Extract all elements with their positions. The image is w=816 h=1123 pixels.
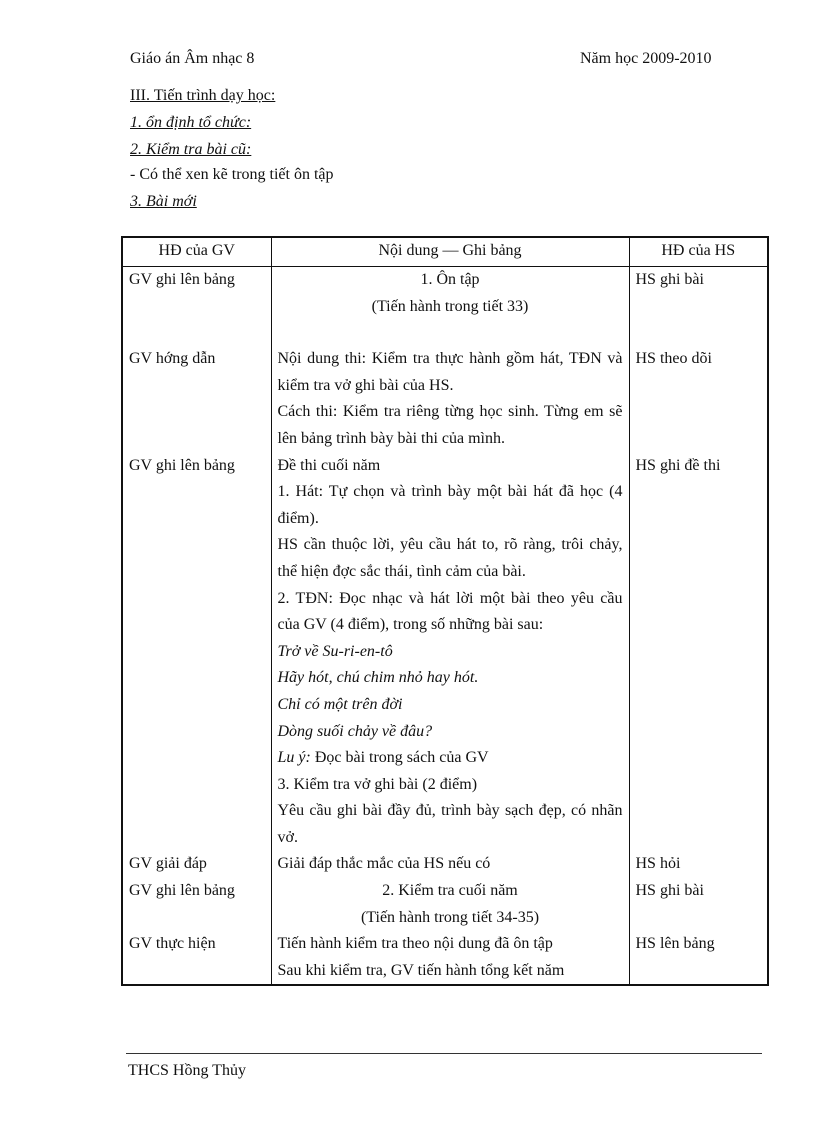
content-text: 1. Hát: Tự chọn và trình bày một bài hát đã học (4 điểm). [277, 483, 623, 527]
section-review: 2. Kiểm tra bài cũ: [130, 141, 252, 158]
content-text: Đề thi cuối năm [277, 456, 381, 474]
content-cell [271, 931, 629, 985]
content-text: HS cần thuộc lời, yêu cầu hát to, rõ ràng, trôi chảy, thể hiện đợc sắc thái, tình cảm của bài. [277, 536, 623, 580]
content-text: Yêu cầu ghi bài đầy đủ, trình bày sạch đẹp, có nhãn vở. [277, 802, 623, 846]
footer-divider [126, 1053, 762, 1054]
student-activity: HS ghi bài [635, 882, 704, 900]
table-row [122, 267, 768, 347]
header-content: Nội dung — Ghi bảng [271, 237, 629, 267]
content-text: 2. TĐN: Đọc nhạc và hát lời một bài theo yêu cầu của GV (4 điểm), trong số những bài sau: [277, 589, 623, 634]
note-label: Lu ý: [277, 749, 311, 767]
song-title: Dòng suối chảy về đâu? [277, 722, 433, 740]
content-cell [271, 346, 629, 452]
teacher-activity: GV ghi lên bảng [129, 882, 235, 900]
student-activity: HS theo dõi [635, 350, 712, 368]
teacher-activity: GV ghi lên bảng [129, 456, 235, 474]
content-text: Giải đáp thắc mắc của HS nếu có [271, 851, 629, 878]
student-activity: HS lên bảng [635, 935, 715, 953]
header-left: Giáo án Âm nhạc 8 [130, 50, 255, 67]
content-subheading: (Tiến hành trong tiết 34-35) [360, 908, 540, 926]
song-title: Chỉ có một trên đời [277, 695, 403, 713]
content-subheading: (Tiến hành trong tiết 33) [371, 297, 529, 315]
table-row [122, 931, 768, 985]
teacher-activity: GV thực hiện [129, 935, 216, 953]
table-row [122, 878, 768, 931]
note-text: Đọc bài trong sách của GV [310, 749, 489, 767]
header-teacher: HĐ của GV [122, 237, 271, 267]
table-row [122, 346, 768, 452]
content-cell [271, 878, 629, 931]
section-new-lesson: 3. Bài mới [130, 193, 197, 210]
content-heading: 1. Ôn tập [420, 271, 480, 288]
content-text: Sau khi kiểm tra, GV tiến hành tổng kết năm [277, 961, 565, 979]
student-activity: HS ghi bài [635, 271, 704, 288]
header-student: HĐ của HS [629, 237, 768, 267]
header-right: Năm học 2009-2010 [580, 50, 712, 67]
section-review-note: - Có thể xen kẽ trong tiết ôn tập [130, 166, 334, 183]
table-row [122, 851, 768, 878]
section-organize: 1. ổn định tổ chức: [130, 114, 252, 131]
section-lesson-progress: III. Tiến trình dạy học: [130, 87, 276, 104]
table-row [122, 453, 768, 852]
song-title: Hãy hót, chú chim nhỏ hay hót. [277, 669, 479, 687]
teacher-activity: GV giải đáp [129, 855, 207, 873]
content-text: Nội dung thi: Kiểm tra thực hành gồm hát, TĐN và kiểm tra vở ghi bài của HS. [277, 350, 623, 394]
teacher-activity: GV ghi lên bảng [129, 271, 235, 288]
content-text: Cách thi: Kiểm tra riêng từng học sinh. Từng em sẽ lên bảng trình bày bài thi của mình. [277, 403, 623, 447]
content-heading: 2. Kiểm tra cuối năm [382, 882, 518, 900]
content-cell [271, 267, 629, 347]
table-header-row [122, 237, 768, 267]
lesson-table [121, 236, 769, 986]
content-text: 3. Kiểm tra vở ghi bài (2 điểm) [277, 775, 478, 793]
student-activity: HS ghi đề thi [635, 456, 721, 474]
content-text: Tiến hành kiểm tra theo nội dung đã ôn tập [277, 935, 553, 953]
teacher-activity: GV hớng dẫn [129, 350, 216, 368]
content-cell [271, 453, 629, 852]
note-line [278, 745, 623, 772]
footer-school: THCS Hồng Thủy [128, 1062, 246, 1079]
student-activity: HS hỏi [635, 855, 681, 873]
song-title: Trở về Su-ri-en-tô [277, 642, 393, 660]
